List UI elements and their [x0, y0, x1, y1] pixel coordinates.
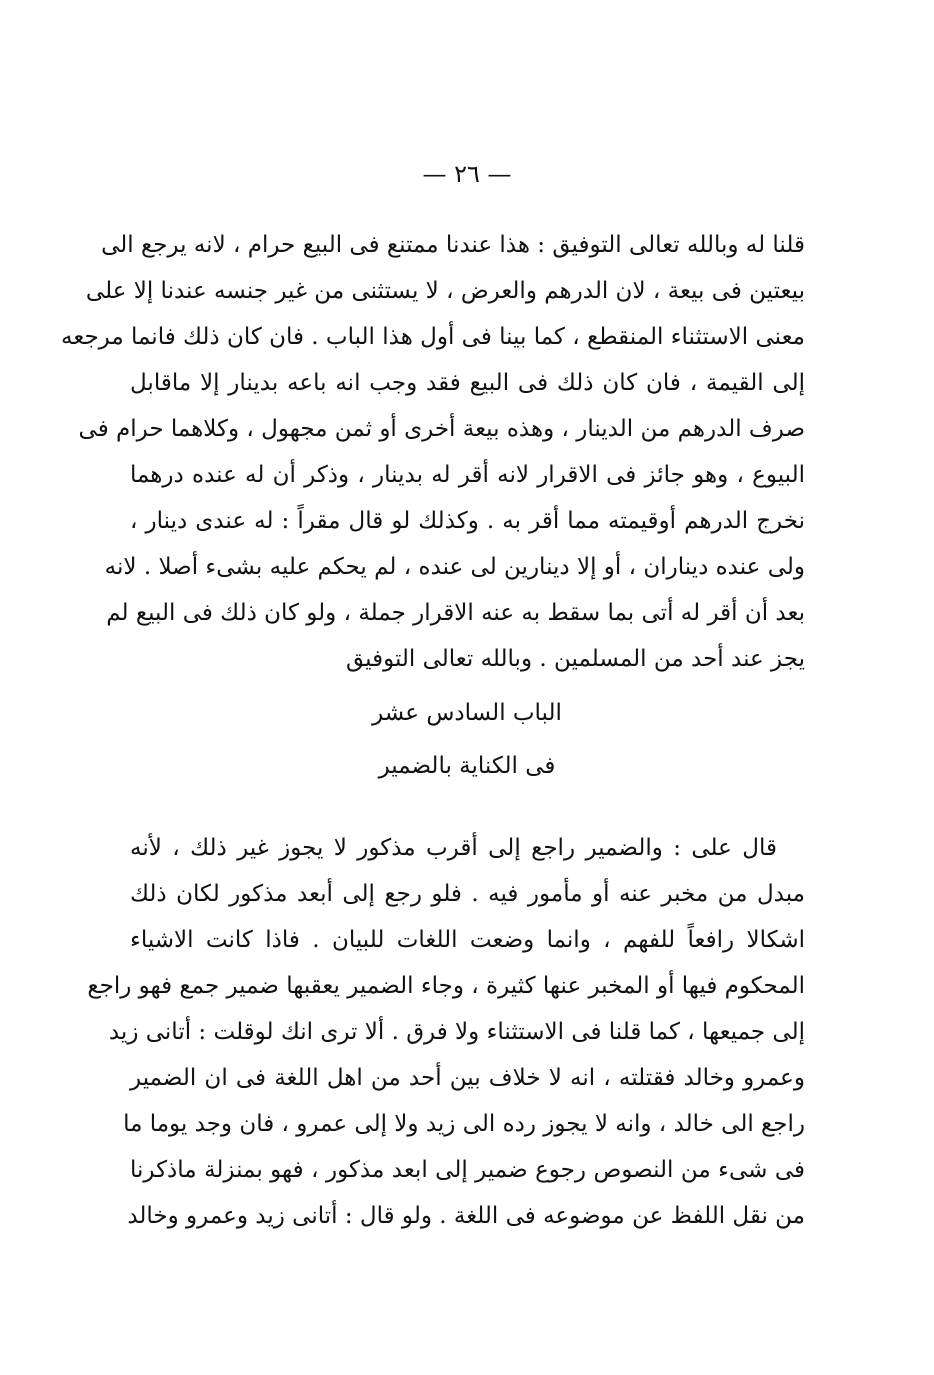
page-number: — ٢٦ — [422, 160, 512, 188]
text-line: معنى الاستثناء المنقطع ، كما بينا فى أول هذا الباب . فان كان ذلك فانما مرجعه [61, 324, 805, 350]
text-line: بعد أن أقر له أتى بما سقط به عنه الاقرار جملة ، ولو كان ذلك فى البيع لم [106, 600, 805, 626]
text-line: وعمرو وخالد فقتلته ، انه لا خلاف بين أحد من اهل اللغة فى ان الضمير [130, 1065, 805, 1091]
text-line: قال على : والضمير راجع إلى أقرب مذكور لا يجوز غير ذلك ، لأنه [130, 835, 777, 861]
chapter-title: الباب السادس عشر [372, 700, 562, 726]
text-line: ولى عنده ديناران ، أو إلا دينارين لى عنده ، لم يحكم عليه بشىء أصلا . لانه [104, 554, 805, 580]
text-line: من نقل اللفظ عن موضوعه فى اللغة . ولو قال : أتانى زيد وعمرو وخالد [127, 1203, 805, 1229]
paragraph-section-1 [61, 222, 805, 682]
text-line: قلنا له وبالله تعالى التوفيق : هذا عندنا ممتنع فى البيع حرام ، لانه يرجع الى [101, 232, 805, 258]
text-line: إلى القيمة ، فان كان ذلك فى البيع فقد وجب انه باعه بدينار إلا ماقابل [130, 370, 805, 396]
text-line: مبدل من مخبر عنه أو مأمور فيه . فلو رجع إلى أبعد مذكور لكان ذلك [130, 881, 805, 907]
paragraph-section-2 [87, 825, 805, 1239]
text-line: إلى جميعها ، كما قلنا فى الاستثناء ولا فرق . ألا ترى انك لوقلت : أتانى زيد [108, 1019, 805, 1045]
text-line: اشكالا رافعاً للفهم ، وانما وضعت اللغات للبيان . فاذا كانت الاشياء [130, 927, 805, 953]
text-line: البيوع ، وهو جائز فى الاقرار لانه أقر له بدينار ، وذكر أن له عنده درهما [130, 462, 805, 488]
text-line: نخرج الدرهم أوقيمته مما أقر به . وكذلك لو قال مقراً : له عندى دينار ، [130, 508, 805, 534]
text-line: المحكوم فيها أو المخبر عنها كثيرة ، وجاء الضمير يعقبها ضمير جمع فهو راجع [87, 973, 805, 999]
text-line: يجز عند أحد من المسلمين . وبالله تعالى التوفيق [345, 646, 805, 672]
text-line: بيعتين فى بيعة ، لان الدرهم والعرض ، لا يستثنى من غير جنسه عندنا إلا على [85, 278, 805, 304]
text-line: راجع الى خالد ، وانه لا يجوز رده الى زيد ولا إلى عمرو ، فان وجد يوما ما [123, 1111, 805, 1137]
text-line: صرف الدرهم من الدينار ، وهذه بيعة أخرى أو ثمن مجهول ، وكلاهما حرام فى [78, 416, 805, 442]
text-line: فى شىء من النصوص رجوع ضمير إلى ابعد مذكور ، فهو بمنزلة ماذكرنا [130, 1157, 805, 1183]
chapter-subtitle: فى الكناية بالضمير [378, 753, 556, 779]
